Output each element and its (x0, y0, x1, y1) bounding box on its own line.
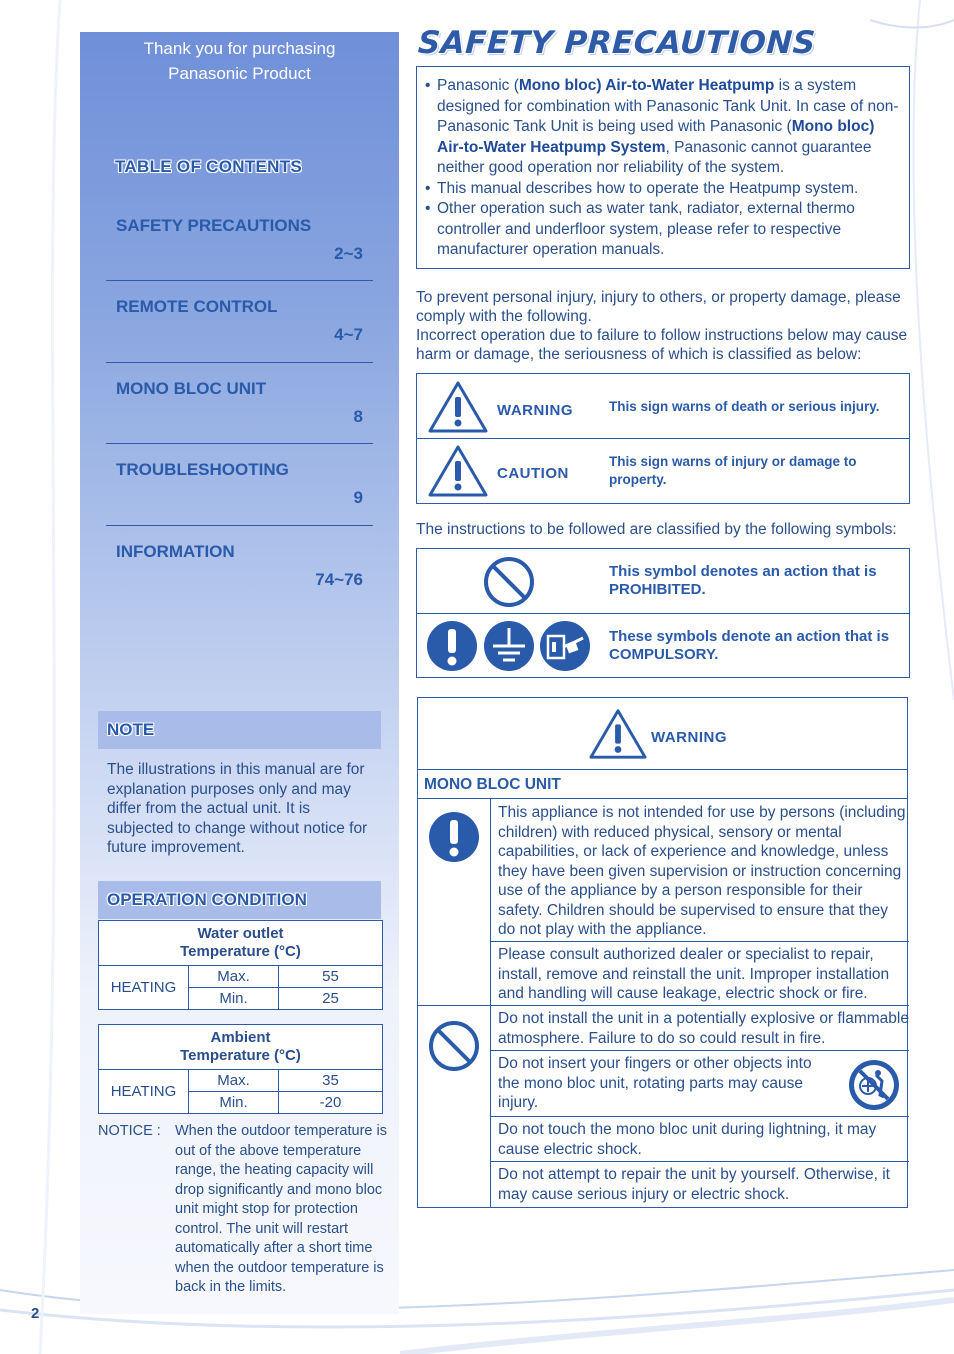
toc-divider (106, 443, 373, 444)
bold-run: Mono bloc) Air-to-Water Heatpump System (437, 118, 875, 156)
text-run: , Panasonic cannot guarantee neither good operation nor reliability of the system. (437, 138, 872, 176)
prohibited-item-1: Do not install the unit in a potentially explosive or flammable atmosphere. Failure to do so could result in fire. (498, 1010, 909, 1047)
operation-condition-heading: OPERATION CONDITION (98, 881, 381, 919)
caution-row (417, 439, 909, 503)
symbols-box (416, 548, 910, 678)
intro-box (416, 66, 910, 269)
prohibited-row (417, 549, 909, 614)
page-title: SAFETY PRECAUTIONS (417, 25, 817, 61)
header-line-2: Temperature (°C) (180, 943, 301, 960)
thanks-message (80, 36, 399, 86)
earth-ground-icon (483, 620, 535, 672)
toc-item-pages: 2~3 (334, 244, 363, 263)
toc-divider (106, 280, 373, 281)
intro-bullet-1 (425, 76, 901, 179)
ambient-table (98, 1024, 383, 1114)
min-value: 25 (279, 988, 383, 1010)
water-outlet-table (98, 920, 383, 1010)
intro-paragraph-2: Incorrect operation due to failure to follow instructions below may cause harm or damage, the seriousness of which is classified as below: (416, 327, 908, 363)
thanks-line-1: Thank you for purchasing (143, 39, 336, 58)
warning-triangle-icon (588, 707, 648, 761)
max-value: 55 (279, 966, 383, 988)
toc-item-label: SAFETY PRECAUTIONS (116, 216, 312, 235)
min-label: Min. (189, 1092, 279, 1114)
min-label: Min. (189, 988, 279, 1010)
note-text: The illustrations in this manual are for explanation purposes only and may differ from the actual unit. It is subjected to change without notice for future improvement. (107, 761, 368, 856)
max-label: Max. (189, 1070, 279, 1092)
min-value: -20 (279, 1092, 383, 1114)
thanks-line-2: Panasonic Product (168, 64, 311, 83)
warning-row (417, 374, 909, 439)
toc-divider (106, 362, 373, 363)
notice-text: When the outdoor temperature is out of the above temperature range, the heating capacity will drop significantly and mono bloc unit might stop for protection control. The unit will restart automatically after a short time when the outdoor temperature is back in the limits. (175, 1123, 387, 1295)
header-line-2: Temperature (°C) (180, 1047, 301, 1064)
prohibited-item-4: Do not attempt to repair the unit by yourself. Otherwise, it may cause serious injury or electric shock. (498, 1166, 890, 1203)
toc-heading: TABLE OF CONTENTS (115, 157, 303, 176)
text-run: is a system designed for combination with Panasonic Tank Unit. In case of non-Panasonic Tank Unit is being used with Panasonic ( (437, 77, 899, 135)
toc-item-pages: 8 (353, 407, 363, 426)
page-number: 2 (31, 1305, 40, 1322)
warning-box-header (418, 698, 907, 770)
max-label: Max. (189, 966, 279, 988)
prohibited-icon (428, 1020, 480, 1072)
max-value: 35 (279, 1070, 383, 1092)
exclamation-icon (428, 811, 480, 863)
compulsory-row (417, 614, 909, 678)
toc-item-label: MONO BLOC UNIT (116, 379, 267, 398)
toc-item-label: TROUBLESHOOTING (116, 460, 289, 479)
no-fingers-fan-icon (848, 1059, 900, 1111)
water-table-header (99, 921, 383, 966)
prohibited-item-3: Do not touch the mono bloc unit during lightning, it may cause electric shock. (498, 1121, 877, 1158)
header-line-1: Ambient (210, 1029, 271, 1046)
toc-item-label: INFORMATION (116, 542, 235, 561)
toc-item-pages: 4~7 (334, 325, 363, 344)
warning-word: WARNING (497, 402, 573, 419)
caution-triangle-icon (427, 444, 489, 498)
intro-bullet-2: • This manual describes how to operate the Heatpump system. (425, 179, 901, 200)
prohibited-description: This symbol denotes an action that is PROHIBITED. (609, 563, 877, 598)
intro-paragraph-1: To prevent personal injury, injury to others, or property damage, please comply with the following. (416, 289, 901, 325)
exclamation-icon (426, 620, 478, 672)
intro-bullet-3: • Other operation such as water tank, radiator, external thermo controller and underfloor system, please refer to respective manufacturer operation manuals. (425, 199, 901, 261)
mono-bloc-warning-box (417, 697, 908, 1208)
unplug-icon (539, 620, 591, 672)
mode-cell: HEATING (99, 966, 189, 1010)
bold-run: Mono bloc) Air-to-Water Heatpump (518, 77, 775, 94)
toc-item-pages: 9 (353, 488, 363, 507)
warning-triangle-icon (427, 380, 489, 434)
notice-label: NOTICE : (98, 1123, 161, 1139)
text-run: Panasonic ( (437, 77, 519, 94)
caution-word: CAUTION (497, 465, 569, 482)
warning-description: This sign warns of death or serious injury. (609, 399, 880, 414)
note-heading: NOTE (98, 711, 381, 749)
toc-divider (106, 525, 373, 526)
sign-classification-box (416, 373, 910, 504)
compulsory-description: These symbols denote an action that is COMPULSORY. (609, 628, 890, 663)
warning-box-subheading: MONO BLOC UNIT (418, 770, 907, 799)
prohibited-item-2: Do not insert your fingers or other objects into the mono bloc unit, rotating parts may cause injury. (498, 1055, 812, 1111)
mode-cell: HEATING (99, 1070, 189, 1114)
warning-box-heading: WARNING (651, 729, 727, 746)
warning-item-1: This appliance is not intended for use by persons (including children) with reduced physical, sensory or mental capabilities, or lack of experience and knowledge, unless they have been given supervision or instruction concerning use of the appliance by a person responsible for their safety. Children should be supervised to ensure that they do not play with the appliance. (498, 804, 906, 938)
toc-item-label: REMOTE CONTROL (116, 297, 278, 316)
warning-item-2: Please consult authorized dealer or specialist to repair, install, remove and reinstall the unit. Improper installation and handling will cause leakage, electric shock or fire. (498, 946, 890, 1002)
prohibited-icon (483, 556, 535, 608)
toc-item-pages: 74~76 (315, 570, 363, 589)
header-line-1: Water outlet (197, 925, 284, 942)
ambient-table-header (99, 1025, 383, 1070)
caution-description: This sign warns of injury or damage to property. (609, 454, 857, 487)
symbols-intro: The instructions to be followed are classified by the following symbols: (416, 521, 897, 538)
